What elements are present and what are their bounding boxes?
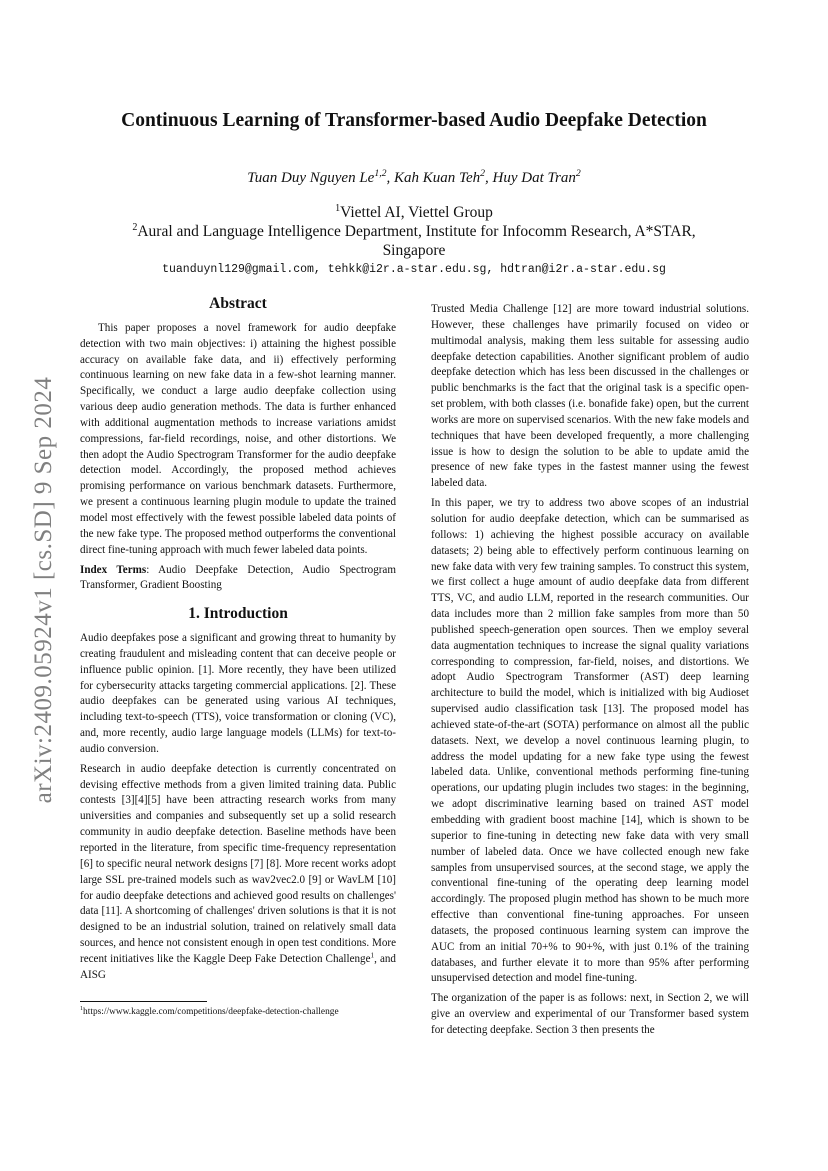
- footnote-url[interactable]: https://www.kaggle.com/competitions/deepfake-detection-challenge: [83, 1007, 339, 1017]
- index-terms-text: : Audio Deepfake Detection, Audio Spectrogram Transformer, Gradient Boosting: [80, 563, 396, 592]
- affiliation-1: [80, 203, 748, 222]
- author-name: Tuan Duy Nguyen Le: [247, 170, 375, 186]
- footnote-divider: [80, 1001, 207, 1002]
- intro-paragraph-2-tail: , and AISG: [80, 952, 396, 981]
- affiliation-2: [108, 222, 720, 260]
- arxiv-sidebar-stamp: [14, 330, 74, 850]
- footnote: [80, 1006, 396, 1019]
- author-list: Tuan Duy Nguyen Le$^{1,2}$, Kah Kuan Teh$^2$, Huy Dat Tran$^2$: [247, 168, 581, 186]
- arxiv-id: arXiv:2409.05924v1 [cs.SD] 9 Sep 2024: [30, 376, 57, 804]
- left-column: [80, 296, 396, 988]
- footnote-ref[interactable]: 1: [370, 951, 375, 960]
- intro-paragraph-2-continued: Trusted Media Challenge [12] are more toward industrial solutions. However, these challenges have primarily focused on video or multimodal analysis, making them less suitable for assessing audio deepfake detection capabilities. Another significant problem of audio deepfake detection which has less been discussed in the challenges or public benchmarks is the fact that the original task is a specific open-set problem, with both classes (i.e. bonafide fake) open, but the current works are more on supervised scenarios. With the new fake models and techniques that have been developed frequently, a more challenging issue is how to design the solution to be able to update amid the presence of new fake types in the fastest manner using the fewest labeled data.: [431, 303, 749, 490]
- intro-paragraph-1: Audio deepfakes pose a significant and growing threat to humanity by creating fraudulent and misleading content that can deceive people or influence public opinion. [1]. More recently, they have been utilized for cybersecurity attacks targeting commercial applications. [2]. These audio deepfakes can be generated using various AI techniques, including text-to-speech (TTS), voice transformation or cloning (VC), and, more recently, audio large language models (LLMs) for text-to-audio conversion.: [80, 632, 396, 755]
- author-name: Kah Kuan Teh: [394, 170, 481, 186]
- abstract-text: This paper proposes a novel framework for audio deepfake detection with two main objectives: i) attaining the highest possible accuracy on available fake data, and ii) effectively performing continuous learning on new fake data in a few-shot learning manner. Specifically, we conduct a large audio deepfake collection using various deep audio generation methods. The data is further enhanced with additional augmentation methods to increase variations amidst compressions, far-field recordings, noise, and other distortions. We then adopt the Audio Spectrogram Transformer for the audio deepfake detection model. Accordingly, the proposed method achieves promising performance on various benchmark datasets. Furthermore, we present a continuous learning plugin module to update the trained model most effectively with the fewest possible labeled data points of the new fake type. The proposed method outperforms the conventional direct fine-tuning approach with much fewer labeled data points.: [80, 321, 396, 556]
- introduction-heading: 1. Introduction: [188, 605, 288, 623]
- affiliation-text: Viettel AI, Viettel Group: [340, 204, 493, 221]
- intro-paragraph-4: The organization of the paper is as follows: next, in Section 2, we will give an overview and experimental of our Transformer based system for detecting deepfake. Section 3 then presents the: [431, 992, 749, 1036]
- footnote-mark: 1: [80, 1005, 84, 1012]
- right-column: [431, 302, 749, 1043]
- affiliation-text: Aural and Language Intelligence Department, Institute for Infocomm Research, A*STAR, Singapore: [137, 223, 696, 259]
- index-terms-label: Index Terms: [80, 563, 147, 576]
- intro-paragraph-2-text: Research in audio deepfake detection is currently concentrated on devising effective methods from a given limited training data. Public contests [3][4][5] have been attracting research works from many universities and companies and subsequently set up a solid research community in audio deepfake detection. Baseline methods have been reported in the literature, from specific time-frequency representation [6] to specific neural network designs [7] [8]. More recent works adopt large SSL pre-trained models such as wav2vec2.0 [9] or WavLM [10] for audio deepfake detections and achieved good results on challenges' data [11]. A shortcoming of challenges' driven solutions is that it is not designed to be an industrial solution, trained on relatively small data sources, and hence not consistent enough in open test conditions. More recent initiatives like the Kaggle Deep Fake Detection Challenge: [80, 762, 396, 965]
- author-name: Huy Dat Tran: [492, 170, 576, 186]
- intro-paragraph-3: In this paper, we try to address two above scopes of an industrial solution for audio deepfake detection, which can be summarised as follows: 1) achieving the highest possible accuracy on available datasets; 2) being able to effectively perform continuous learning on new fake data with very few training samples. To construct this system, we first collect a huge amount of audio deepfake data from different TTS, VC, and audio LLM, reported in the research communities. Our data includes more than 2 million fake samples from more than 50 published speech-generation open sources. Then we employ several data augmentation techniques to increase the signal quality variations corresponding to compression, far-field, noises, and distortions. We adopt Audio Spectrogram Transformer (AST) deep learning architecture to build the model, which is initialized with big Audioset supervised audio classification task [13]. The proposed model has achieved state-of-the-art (SOTA) performance on almost all the public datasets. Next, we develop a novel continuous learning plugin, to address the model updating for a new fake type using the fewest labeled data. Unlike, conventional methods performing fine-tuning operations, our updating plugin includes two stages: in the beginning, we adopt discriminative learning based on trained AST model embedding with gradient boost machine [14], which is shown to be superior to fine-tuning in detecting new fake data with very small number of labeled data. Once we have collected enough new fake samples from unsupervised sources, at the second stage, we apply the conventional fine-tuning of the operating deep learning model accordingly. The proposed plugin method has shown to be much more effective than conventional fine-tuning approaches. For unseen datasets, the proposed continuous learning system can improve the AUC from an initial 70+% to 90+%, with just 0.1% of the training databases, and further elevate it to more than 95% after performing unsupervised detection and model fine-tuning.: [431, 497, 749, 985]
- author-emails: tuanduynl129@gmail.com, tehkk@i2r.a-star.edu.sg, hdtran@i2r.a-star.edu.sg: [162, 263, 666, 276]
- author-affiliation-mark: 1,2: [374, 168, 387, 179]
- author-affiliation-mark: 2: [480, 168, 486, 179]
- affiliation-mark: 2: [132, 221, 138, 233]
- author-affiliation-mark: 2: [575, 168, 581, 179]
- abstract-heading: Abstract: [209, 295, 267, 312]
- paper-title: Continuous Learning of Transformer-based Audio Deepfake Detection: [121, 110, 707, 131]
- affiliation-mark: 1: [335, 202, 341, 214]
- index-terms: [80, 563, 396, 595]
- intro-paragraph-2: [80, 762, 396, 984]
